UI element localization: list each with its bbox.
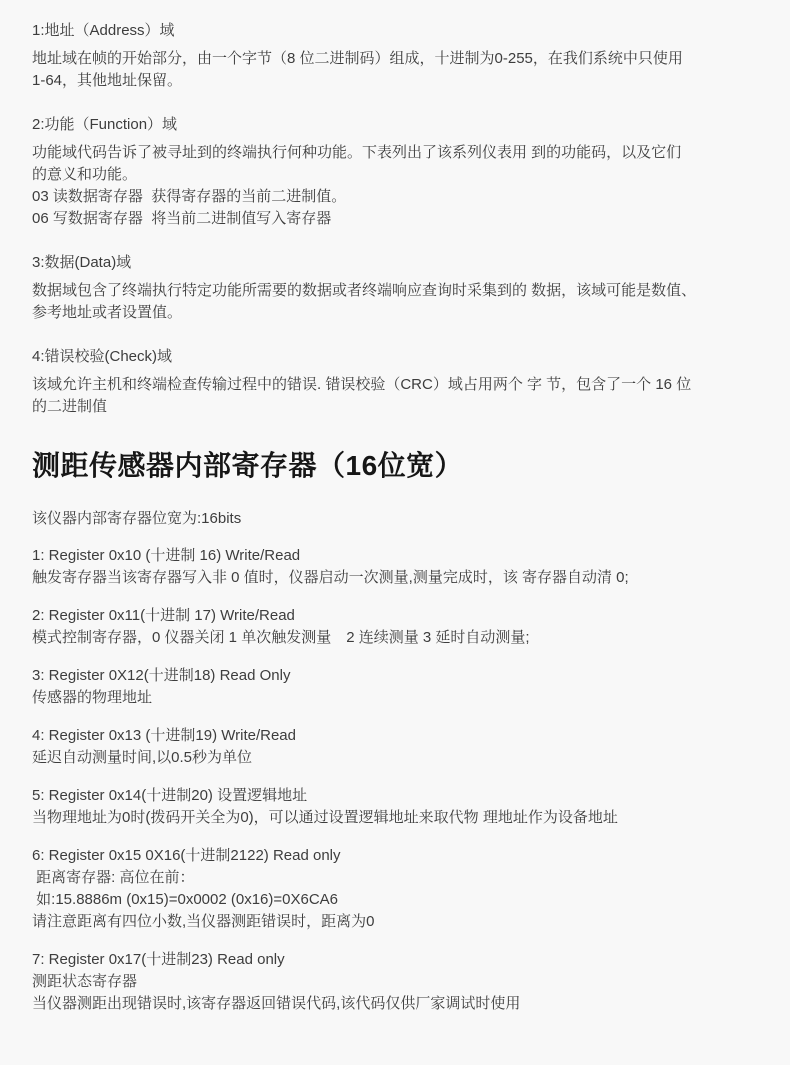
register-title: 5: Register 0x14(十进制20) 设置逻辑地址 xyxy=(32,787,308,804)
section-check xyxy=(32,346,760,418)
register-note-line: 当仪器测距出现错误时,该寄存器返回错误代码,该代码仅供厂家调试时使用 xyxy=(32,995,521,1012)
function-code-06-line: 06 写数据寄存器 将当前二进制值写入寄存器 xyxy=(32,210,332,227)
section-data-title: 3:数据(Data)域 xyxy=(32,254,132,271)
register-title: 1: Register 0x10 (十进制 16) Write/Read xyxy=(32,547,301,564)
register-block-0x17 xyxy=(32,949,760,1015)
register-block-0x12 xyxy=(32,665,760,709)
register-description-line: 传感器的物理地址 xyxy=(32,689,153,706)
register-width-note: 该仪器内部寄存器位宽为:16bits xyxy=(32,510,242,527)
register-title: 6: Register 0x15 0X16(十进制2122) Read only xyxy=(32,847,341,864)
registers-heading: 测距传感器内部寄存器（16位宽） xyxy=(32,450,464,481)
section-check-title: 4:错误校验(Check)域 xyxy=(32,348,173,365)
section-data xyxy=(32,252,760,324)
function-code-03-line: 03 读数据寄存器 获得寄存器的当前二进制值。 xyxy=(32,188,347,205)
section-address-line: 1-64，其他地址保留。 xyxy=(32,72,183,89)
register-title: 4: Register 0x13 (十进制19) Write/Read xyxy=(32,727,296,744)
register-title: 2: Register 0x11(十进制 17) Write/Read xyxy=(32,607,295,624)
section-function-line: 功能域代码告诉了被寻址到的终端执行何种功能。下表列出了该系列仪表用 到的功能码，以及它们 xyxy=(32,144,682,161)
register-description-line: 距离寄存器: 高位在前： xyxy=(32,869,195,886)
section-data-line: 参考地址或者设置值。 xyxy=(32,304,183,321)
section-check-line: 该域允许主机和终端检查传输过程中的错误. 错误校验（CRC）域占用两个 字 节，包含了一个 16 位 xyxy=(32,376,692,393)
section-address-line: 地址域在帧的开始部分，由一个字节（8 位二进制码）组成，十进制为0-255，在我们系统中只使用 xyxy=(32,50,683,67)
register-block-0x10 xyxy=(32,545,760,589)
register-note-line: 请注意距离有四位小数,当仪器测距错误时，距离为0 xyxy=(32,913,375,930)
register-description-line: 触发寄存器当该寄存器写入非 0 值时，仪器启动一次测量,测量完成时，该 寄存器自动清 0; xyxy=(32,569,629,586)
section-address-title: 1:地址（Address）域 xyxy=(32,22,175,39)
register-block-0x15-0x16 xyxy=(32,845,760,933)
register-description-line: 延迟自动测量时间,以0.5秒为单位 xyxy=(32,749,253,766)
register-title: 3: Register 0X12(十进制18) Read Only xyxy=(32,667,291,684)
register-description-line: 模式控制寄存器，0 仪器关闭 1 单次触发测量 2 连续测量 3 延时自动测量; xyxy=(32,629,530,646)
register-block-0x14 xyxy=(32,785,760,829)
section-function-line: 的意义和功能。 xyxy=(32,166,138,183)
section-function xyxy=(32,114,760,230)
section-address xyxy=(32,20,760,92)
section-data-line: 数据域包含了终端执行特定功能所需要的数据或者终端响应查询时采集到的 数据，该域可能是数值、 xyxy=(32,282,697,299)
register-example-line: 如:15.8886m (0x15)=0x0002 (0x16)=0X6CA6 xyxy=(32,891,339,908)
register-description-line: 测距状态寄存器 xyxy=(32,973,138,990)
register-title: 7: Register 0x17(十进制23) Read only xyxy=(32,951,285,968)
register-block-0x13 xyxy=(32,725,760,769)
section-function-title: 2:功能（Function）域 xyxy=(32,116,178,133)
section-check-line: 的二进制值 xyxy=(32,398,108,415)
register-description-line: 当物理地址为0时(拨码开关全为0)，可以通过设置逻辑地址来取代物 理地址作为设备地址 xyxy=(32,809,618,826)
register-block-0x11 xyxy=(32,605,760,649)
